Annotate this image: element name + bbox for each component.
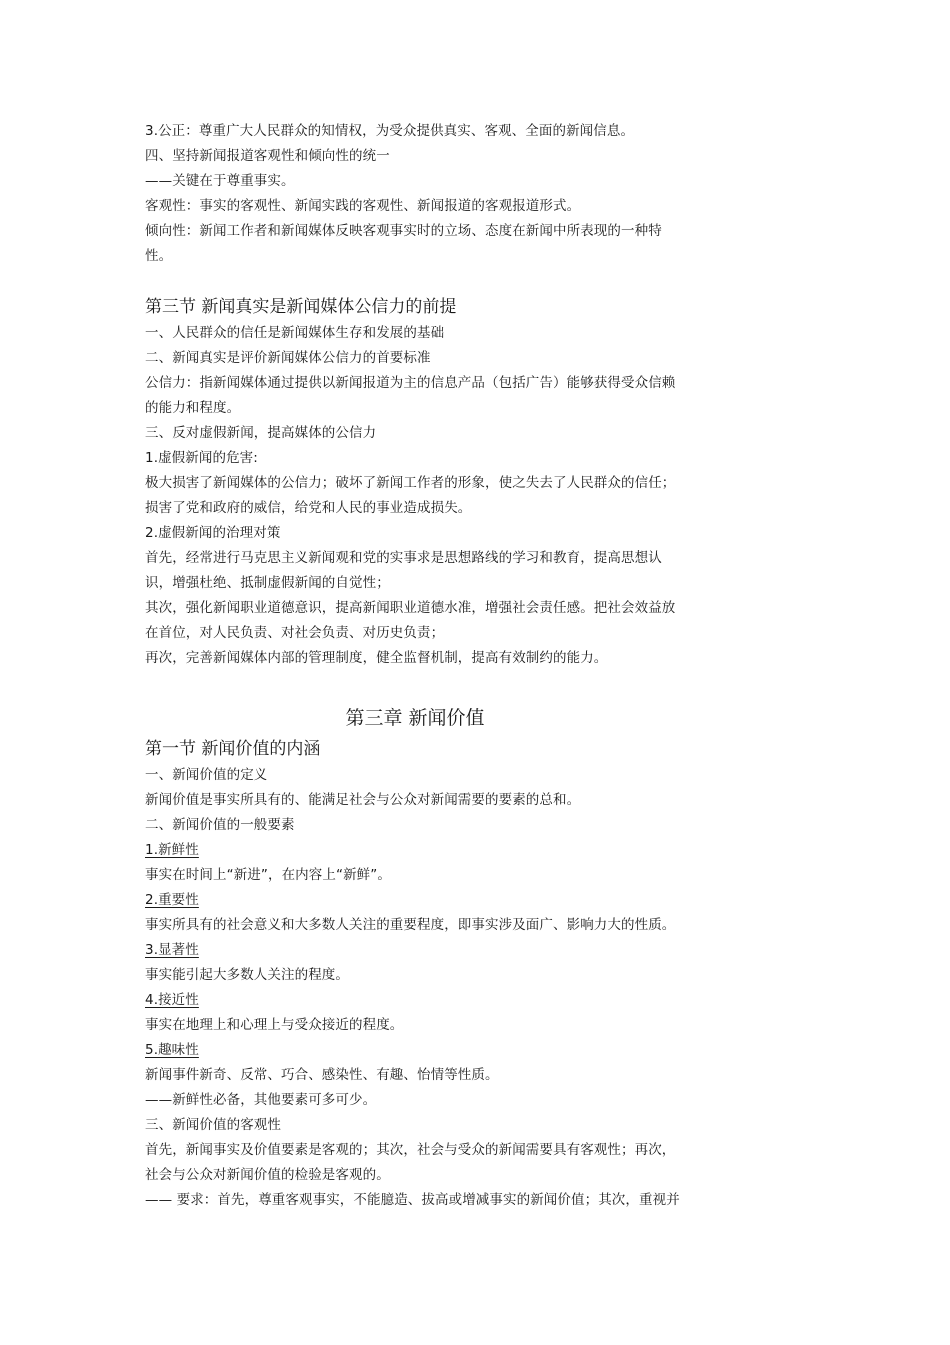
element-title-text: 1.新鲜性 [145, 842, 199, 858]
heading-level2: 二、新闻真实是评价新闻媒体公信力的首要标准 [145, 350, 431, 366]
element-title-text: 5.趣味性 [145, 1042, 199, 1058]
text-line: 新闻价值是事实所具有的、能满足社会与公众对新闻需要的要素的总和。 [145, 792, 581, 808]
element-title [145, 888, 745, 913]
chapter-title: 第三章 新闻价值 [345, 707, 485, 729]
heading-level2: 一、新闻价值的定义 [145, 767, 268, 783]
text-line: 倾向性：新闻工作者和新闻媒体反映客观事实时的立场、态度在新闻中所表现的一种特 [145, 223, 662, 239]
text-line: 新闻事件新奇、反常、巧合、感染性、有趣、怡情等性质。 [145, 1067, 499, 1083]
text-line: 事实所具有的社会意义和大多数人关注的重要程度，即事实涉及面广、影响力大的性质。 [145, 917, 676, 933]
text-line: 性。 [145, 248, 173, 264]
text-line: ——新鲜性必备，其他要素可多可少。 [145, 1092, 377, 1108]
text-line: 再次，完善新闻媒体内部的管理制度，健全监督机制，提高有效制约的能力。 [145, 650, 608, 666]
document-page [145, 119, 745, 1213]
text-line: 客观性：事实的客观性、新闻实践的客观性、新闻报道的客观报道形式。 [145, 198, 581, 214]
text-line: ——关键在于尊重事实。 [145, 173, 295, 189]
text-line: 事实能引起大多数人关注的程度。 [145, 967, 349, 983]
element-title [145, 938, 745, 963]
text-line: 公信力：指新闻媒体通过提供以新闻报道为主的信息产品（包括广告）能够获得受众信赖 [145, 375, 676, 391]
element-title-text: 2.重要性 [145, 892, 199, 908]
element-title-text: 4.接近性 [145, 992, 199, 1008]
spacer [145, 671, 745, 701]
text-line: 首先，经常进行马克思主义新闻观和党的实事求是思想路线的学习和教育，提高思想认 [145, 550, 662, 566]
heading-level2: 四、坚持新闻报道客观性和倾向性的统一 [145, 148, 390, 164]
text-line: 识，增强杜绝、抵制虚假新闻的自觉性； [145, 575, 390, 591]
text-line: 社会与公众对新闻价值的检验是客观的。 [145, 1167, 390, 1183]
spacer [145, 269, 745, 293]
text-line: 首先，新闻事实及价值要素是客观的；其次，社会与受众的新闻需要具有客观性；再次， [145, 1142, 676, 1158]
element-title [145, 1038, 745, 1063]
text-line: 损害了党和政府的威信，给党和人民的事业造成损失。 [145, 500, 472, 516]
heading-level2: 一、人民群众的信任是新闻媒体生存和发展的基础 [145, 325, 445, 341]
text-line: 其次，强化新闻职业道德意识，提高新闻职业道德水准，增强社会责任感。把社会效益放 [145, 600, 676, 616]
element-title [145, 988, 745, 1013]
text-line: 的能力和程度。 [145, 400, 241, 416]
heading-level2: 三、反对虚假新闻，提高媒体的公信力 [145, 425, 377, 441]
text-line: 事实在时间上“新进”，在内容上“新鲜”。 [145, 867, 391, 883]
text-line: —— 要求：首先，尊重客观事实，不能臆造、拔高或增减事实的新闻价值；其次，重视并 [145, 1192, 680, 1208]
element-title-text: 3.显著性 [145, 942, 199, 958]
text-line: 事实在地理上和心理上与受众接近的程度。 [145, 1017, 404, 1033]
heading-level2: 二、新闻价值的一般要素 [145, 817, 295, 833]
section-title: 第三节 新闻真实是新闻媒体公信力的前提 [145, 297, 457, 317]
text-line: 3.公正：尊重广大人民群众的知情权，为受众提供真实、客观、全面的新闻信息。 [145, 123, 635, 139]
subheading: 2.虚假新闻的治理对策 [145, 525, 281, 541]
subheading: 1.虚假新闻的危害: [145, 450, 258, 466]
element-title [145, 838, 745, 863]
heading-level2: 三、新闻价值的客观性 [145, 1117, 281, 1133]
text-line: 极大损害了新闻媒体的公信力；破坏了新闻工作者的形象，使之失去了人民群众的信任； [145, 475, 676, 491]
section-title: 第一节 新闻价值的内涵 [145, 739, 321, 759]
text-line: 在首位，对人民负责、对社会负责、对历史负责； [145, 625, 445, 641]
